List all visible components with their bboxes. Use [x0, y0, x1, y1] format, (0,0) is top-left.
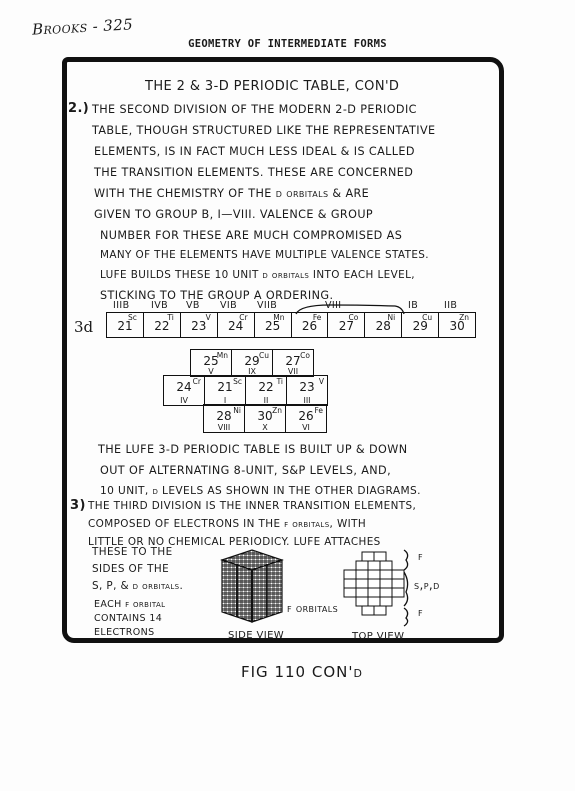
atomic-number: 21	[117, 319, 133, 333]
atomic-number: 29	[412, 319, 428, 333]
row-label-3d: 3d	[74, 318, 94, 336]
element-symbol: Co	[300, 351, 310, 360]
element-cell	[402, 313, 439, 337]
top-view-label: TOP VIEW	[352, 631, 405, 642]
section-3-number: 3)	[70, 498, 86, 513]
group-label: VIB	[220, 300, 238, 311]
element-cell	[164, 376, 205, 405]
element-cell	[365, 313, 402, 337]
element-symbol: Fe	[312, 313, 322, 322]
element-cell	[144, 313, 181, 337]
atomic-number: 23	[299, 380, 315, 394]
roman-label: III	[303, 396, 311, 405]
element-symbol: Ti	[276, 377, 283, 386]
element-symbol: Ni	[387, 313, 396, 322]
roman-label: IV	[180, 396, 188, 405]
text-line: WITH THE CHEMISTRY OF THE d orbitals & ARE	[94, 187, 370, 200]
roman-label: II	[263, 396, 269, 405]
f-orbitals-label: f orbitals	[287, 602, 339, 615]
text-line: TABLE, THOUGH STRUCTURED LIKE THE REPRESENTATIVE	[92, 124, 436, 137]
brace-label-spd: s,p,d	[414, 578, 440, 592]
element-symbol: Zn	[272, 406, 282, 415]
group-label: IIB	[444, 300, 458, 311]
atomic-number: 27	[285, 354, 301, 368]
element-cell	[245, 405, 286, 432]
section-2-number: 2.)	[68, 101, 90, 116]
text-line: S, P, & d orbitals.	[92, 580, 184, 592]
element-symbol: Cu	[422, 313, 433, 322]
atomic-number: 26	[298, 409, 314, 423]
roman-label: I	[223, 396, 227, 405]
atomic-number: 30	[257, 409, 273, 423]
element-cell	[292, 313, 329, 337]
element-cell	[232, 350, 273, 376]
diagram-bottom-row	[203, 404, 327, 433]
text-line: CONTAINS 14	[94, 613, 163, 624]
atomic-number: 24	[176, 380, 192, 394]
text-line: THE TRANSITION ELEMENTS. THESE ARE CONCERNED	[94, 166, 414, 179]
element-cell	[246, 376, 287, 405]
group-label: IIIB	[113, 300, 130, 311]
element-cell	[273, 350, 313, 376]
section-title: THE 2 & 3-D PERIODIC TABLE, CON'D	[145, 79, 400, 94]
periodic-row-3d	[106, 312, 476, 338]
diagram-middle-row	[163, 375, 328, 406]
group-label: VB	[186, 300, 200, 311]
text-line: LUFE BUILDS THESE 10 UNIT d orbitals INTO EACH LEVEL,	[100, 269, 415, 281]
figure-caption: FIG 110 CON'd	[241, 663, 363, 681]
atomic-number: 27	[338, 319, 355, 333]
roman-label: IX	[248, 367, 256, 376]
element-cell	[107, 313, 144, 337]
text-line: 10 UNIT, d LEVELS AS SHOWN IN THE OTHER DIAGRAMS.	[100, 485, 421, 497]
atomic-number: 25	[203, 354, 219, 368]
element-cell	[439, 313, 475, 337]
atomic-number: 29	[244, 354, 260, 368]
element-cell	[191, 350, 232, 376]
group-label: VIII	[325, 300, 342, 311]
atomic-number: 24	[228, 319, 244, 333]
brace-label-f-bottom: f	[418, 606, 424, 619]
element-symbol: Sc	[233, 377, 242, 386]
element-cell	[204, 405, 245, 432]
element-symbol: Cu	[259, 351, 269, 360]
element-cell	[181, 313, 218, 337]
element-symbol: Co	[348, 313, 359, 322]
element-cell	[286, 405, 326, 432]
roman-label: V	[208, 367, 214, 376]
atomic-number: 26	[301, 319, 318, 333]
roman-label: VIII	[217, 423, 231, 432]
atomic-number: 28	[216, 409, 232, 423]
element-cell	[328, 313, 365, 337]
element-symbol: Ni	[233, 406, 241, 415]
text-line: NUMBER FOR THESE ARE MUCH COMPROMISED AS	[100, 229, 403, 242]
roman-label: X	[262, 423, 268, 432]
text-line: MANY OF THE ELEMENTS HAVE MULTIPLE VALENCE STATES.	[100, 249, 429, 261]
element-symbol: Mn	[273, 313, 285, 322]
atomic-number: 25	[264, 319, 281, 333]
element-symbol: Mn	[216, 351, 228, 360]
text-line: THE THIRD DIVISION IS THE INNER TRANSITION ELEMENTS,	[88, 500, 417, 512]
text-line: ELECTRONS	[94, 627, 155, 638]
text-line: GIVEN TO GROUP B, I—VIII. VALENCE & GROUP	[94, 208, 374, 221]
atomic-number: 28	[375, 319, 391, 333]
text-line: THE SECOND DIVISION OF THE MODERN 2-D PERIODIC	[92, 103, 417, 116]
atomic-number: 21	[217, 380, 233, 394]
group-label: IB	[408, 300, 419, 311]
page-stamp: Brooks - 325	[31, 15, 134, 39]
group-label: IVB	[151, 300, 169, 311]
text-line: SIDES OF THE	[92, 563, 170, 575]
element-symbol: Zn	[459, 313, 470, 322]
text-line: EACH f orbital	[94, 599, 166, 610]
atomic-number: 30	[449, 319, 465, 333]
element-cell	[255, 313, 292, 337]
text-line: LITTLE OR NO CHEMICAL PERIODICY. LUFE ATTACHES	[88, 536, 381, 548]
text-line: OUT OF ALTERNATING 8-UNIT, S&P LEVELS, AND,	[100, 464, 392, 477]
element-cell	[205, 376, 246, 405]
atomic-number: 22	[258, 380, 274, 394]
page-header: GEOMETRY OF INTERMEDIATE FORMS	[188, 38, 387, 50]
element-symbol: Cr	[192, 377, 201, 386]
element-symbol: Ti	[167, 313, 174, 322]
element-symbol: Cr	[239, 313, 248, 322]
text-line: THESE TO THE	[92, 546, 173, 558]
atomic-number: 22	[154, 319, 170, 333]
brace-label-f-top: f	[418, 550, 424, 563]
element-cell	[218, 313, 255, 337]
group-label: VIIB	[257, 300, 278, 311]
element-cell	[287, 376, 327, 405]
element-symbol: V	[318, 377, 324, 386]
roman-label: VI	[302, 423, 310, 432]
element-symbol: Sc	[128, 313, 137, 322]
text-line: ELEMENTS, IS IN FACT MUCH LESS IDEAL & IS CALLED	[94, 145, 415, 158]
element-symbol: Fe	[314, 406, 323, 415]
text-line: COMPOSED OF ELECTRONS IN THE f orbitals, WITH	[88, 518, 367, 530]
roman-label: VII	[287, 367, 299, 376]
side-view-figure	[212, 548, 312, 628]
element-symbol: V	[205, 313, 211, 322]
side-view-label: SIDE VIEW	[228, 630, 285, 641]
atomic-number: 23	[191, 319, 207, 333]
diagram-top-row	[190, 349, 314, 377]
text-line: THE LUFE 3-D PERIODIC TABLE IS BUILT UP & DOWN	[98, 443, 408, 456]
text-line: STICKING TO THE GROUP A ORDERING.	[100, 289, 334, 302]
